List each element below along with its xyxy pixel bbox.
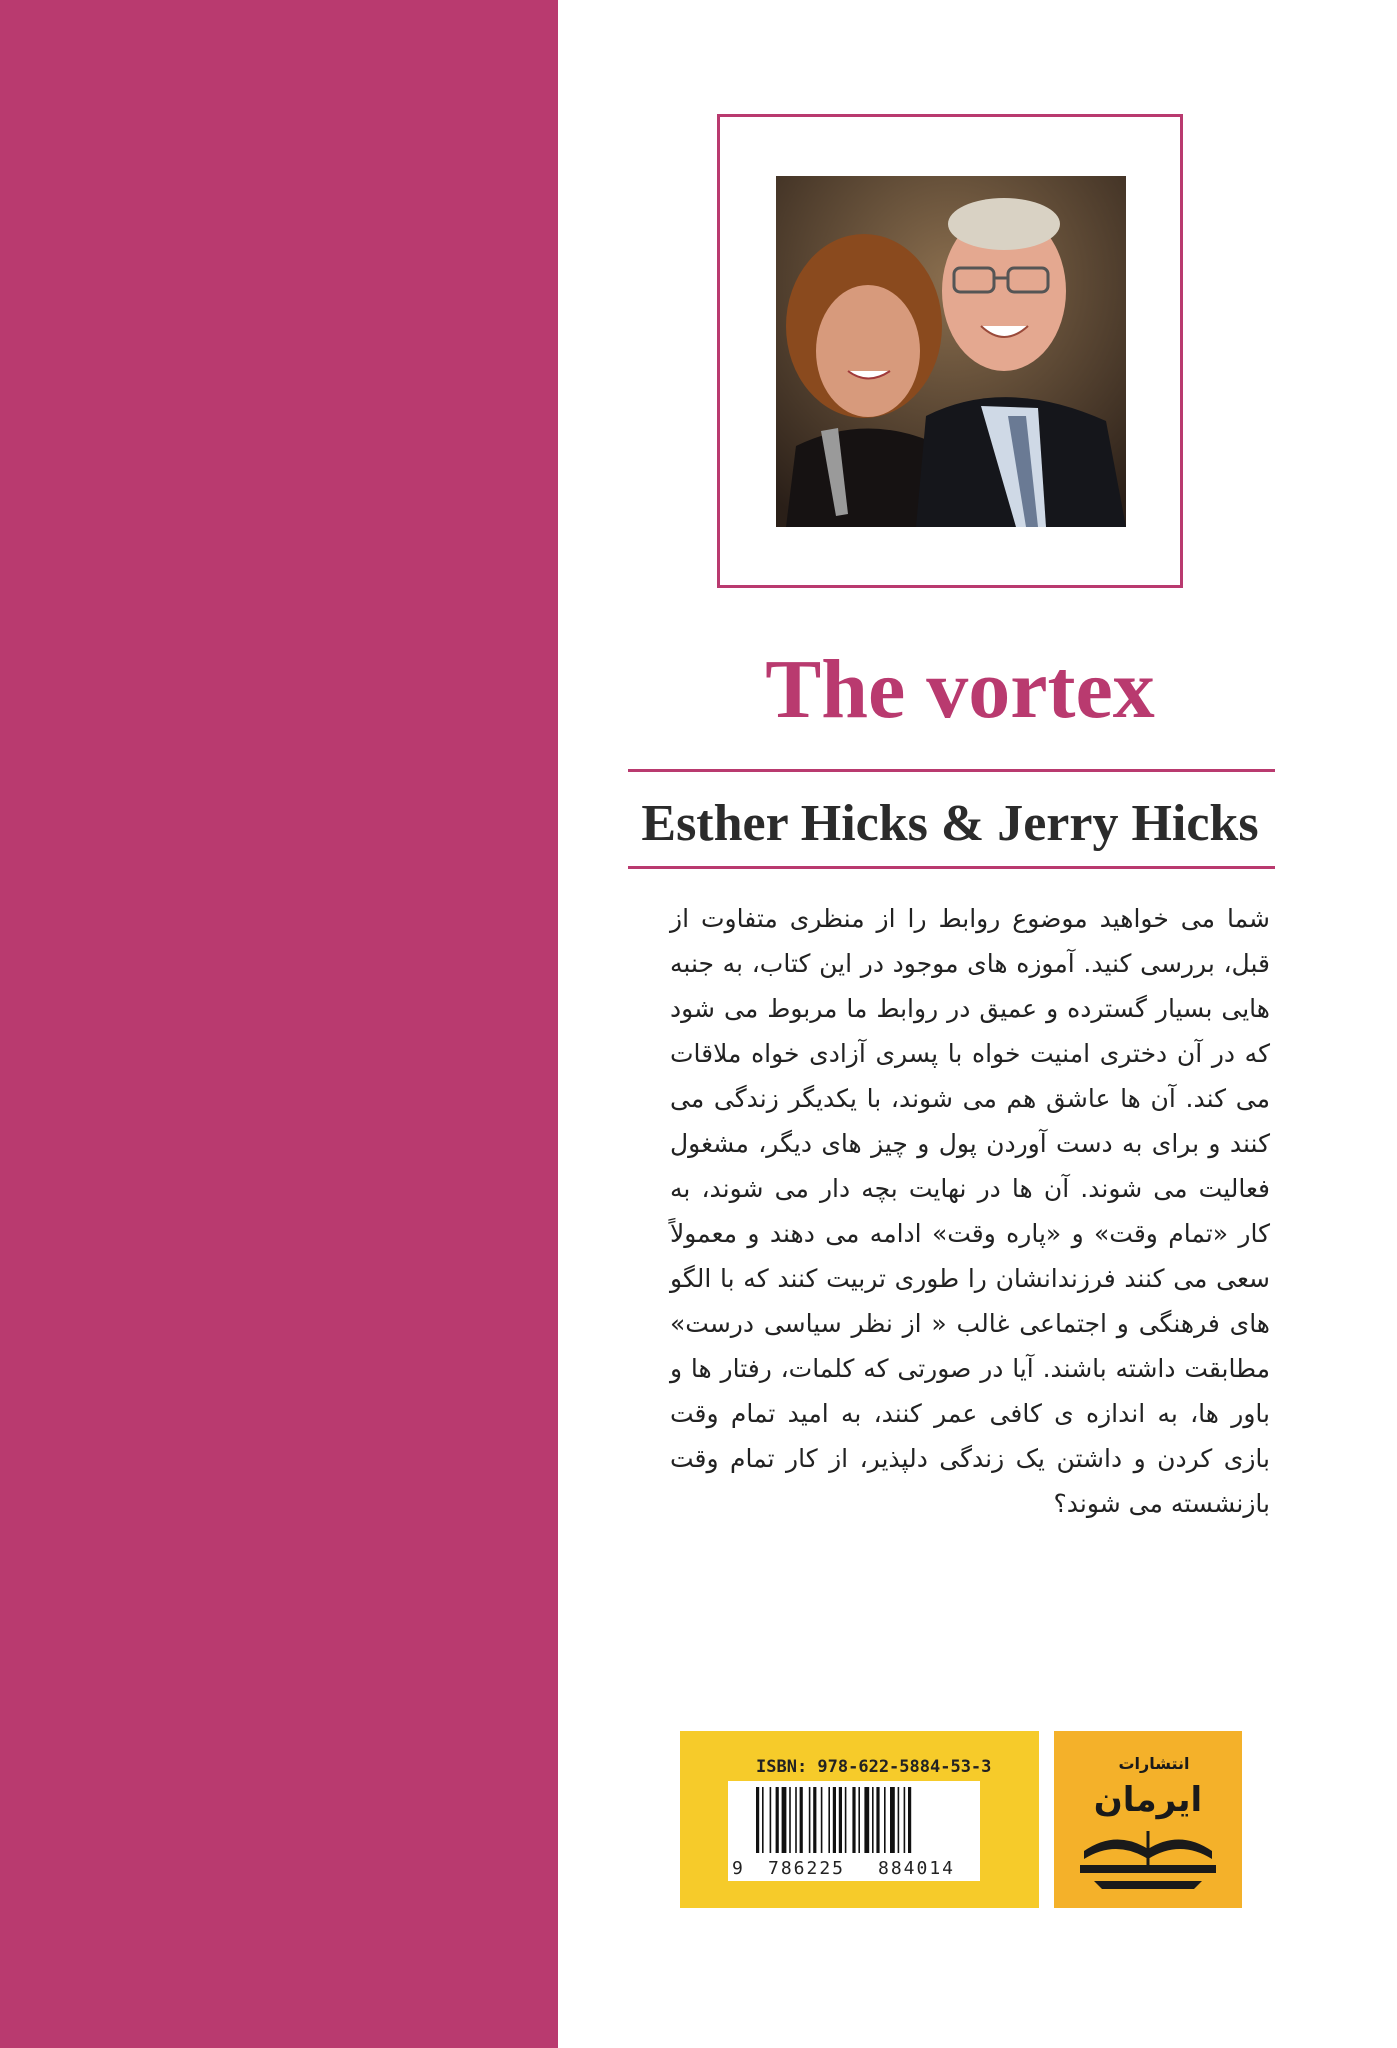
barcode-bar [908,1787,911,1853]
divider-bottom [628,866,1275,869]
barcode-bar [858,1787,860,1853]
barcode-digits-left: 786225 [768,1858,846,1879]
barcode-bars [756,1787,956,1853]
isbn-label: ISBN: 978-622-5884-53-3 [756,1757,992,1777]
author-photo [776,176,1126,527]
barcode-bar [852,1787,855,1853]
barcode-bar [904,1787,906,1853]
barcode-bar [756,1787,759,1853]
barcode-bar [821,1787,823,1853]
barcode-bar [864,1787,869,1853]
barcode-bar [872,1787,874,1853]
publisher-name-line2: ایرمان [1093,1780,1203,1820]
book-logo-icon [1054,1731,1242,1908]
publisher-logo-block [1054,1731,1242,1908]
barcode-bar [839,1787,842,1853]
divider-top [628,769,1275,772]
barcode-bar [884,1787,886,1853]
publisher-name-line1: انتشارات [1118,1754,1190,1773]
spine-panel [0,0,558,2048]
barcode-bar [789,1787,791,1853]
barcode-bar [828,1787,830,1853]
barcode-digits-right: 884014 [878,1858,956,1879]
barcode-bar [770,1787,772,1853]
barcode-bar [776,1787,779,1853]
barcode-bar [800,1787,803,1853]
back-cover-blurb: شما می خواهید موضوع روابط را از منظری متفاوت از قبل، بررسی کنید. آموزه های موجود در این کتاب، به جنبه هایی بسیار گسترده و عمیق در روابط ما مربوط می شود که در آن دختری امنیت خواه با پسری آزادی خواه ملاقات می کند. آن ها عاشق هم می شوند، با یکدیگر زندگی می کنند و برای به دست آوردن پول و چیز های دیگر، مشغول فعالیت می شوند. آن ها در نهایت بچه دار می شوند، به کار «تمام وقت» و «پاره وقت» ادامه می دهند و معمولاً سعی می کنند فرزندانشان را طوری تربیت کنند که با الگو های فرهنگی و اجتماعی غالب « از نظر سیاسی درست» مطابقت داشته باشند. آیا در صورتی که کلمات، رفتار ها و باور ها، به اندازه ی کافی عمر کنند، به امید تمام وقت بازی کردن و داشتن یک زندگی دلپذیر، از کار تمام وقت بازنشسته می شوند؟ [670,904,1270,1518]
barcode-bar [782,1787,787,1853]
barcode-bar [833,1787,836,1853]
book-authors: Esther Hicks & Jerry Hicks [641,795,1259,852]
barcode [728,1781,980,1881]
barcode-bar [813,1787,816,1853]
barcode-bar [809,1787,811,1853]
barcode-digit-first: 9 [732,1858,743,1879]
barcode-bar [762,1787,764,1853]
barcode-bar [898,1787,900,1853]
book-title: The vortex [765,643,1155,736]
barcode-bar [795,1787,797,1853]
barcode-bar [890,1787,895,1853]
barcode-bar [845,1787,847,1853]
isbn-block [680,1731,1039,1908]
barcode-bar [876,1787,879,1853]
